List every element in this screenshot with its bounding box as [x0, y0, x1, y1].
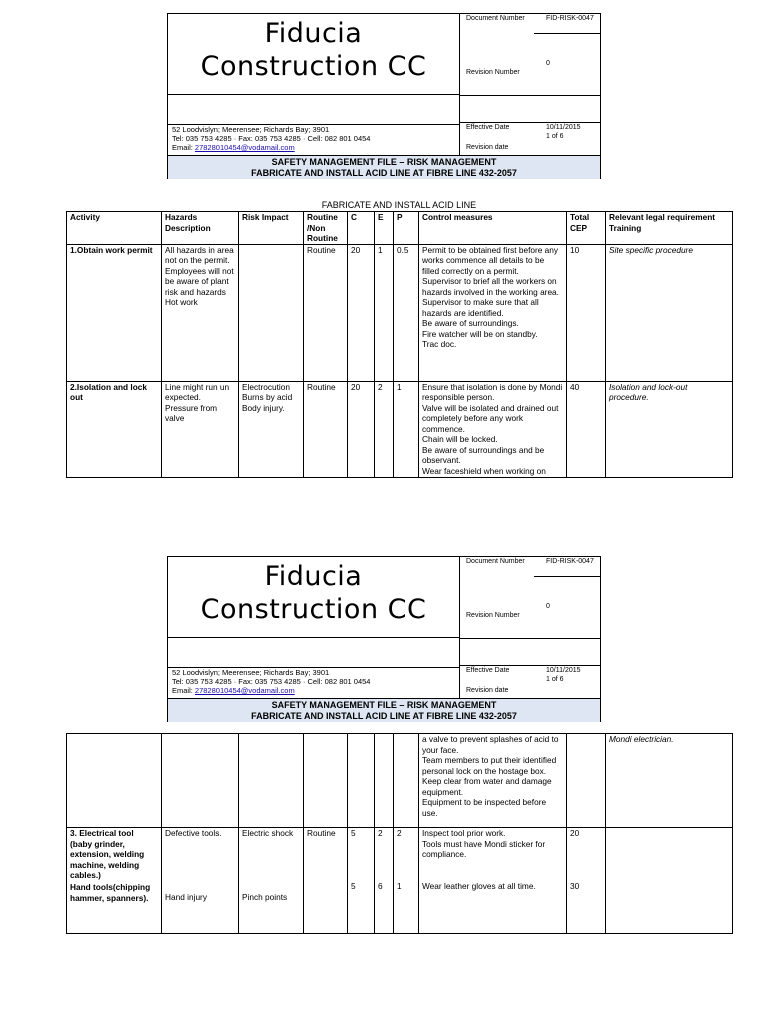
col-activity: Activity [67, 212, 162, 245]
document-header [167, 13, 601, 179]
company-address: 52 Loodvislyn; Meerensee; Richards Bay; 3901 Tel: 035 753 4285 · Fax: 035 753 4285 · Cell: 082 801 0454 Email: 27828010454@vodamail.com [168, 668, 460, 698]
col-cep: Total CEP [567, 212, 606, 245]
company-name: Fiducia Construction CC [168, 14, 460, 95]
col-p: P [394, 212, 419, 245]
document-meta: Document Number FID-RISK-0047 Revision Number 0 Effective Date 10/11/2015 1 of 6 Revision date [460, 14, 600, 155]
table-row: a valve to prevent splashes of acid to your face. Team members to put their identified personal lock on the hostage box. Keep clear from water and damage equipment. Equipment to be inspected before use. Mondi electrician. [67, 734, 733, 828]
page-number: 1 of 6 [546, 676, 564, 683]
risk-table [66, 211, 733, 478]
document-header [167, 556, 601, 722]
doc-number: FID-RISK-0047 [546, 15, 594, 22]
header-blank-cell [168, 95, 460, 125]
effective-date: 10/11/2015 [546, 667, 581, 674]
col-c: C [348, 212, 375, 245]
file-title: SAFETY MANAGEMENT FILE – RISK MANAGEMENT FABRICATE AND INSTALL ACID LINE AT FIBRE LINE 432-2057 [168, 698, 600, 722]
page-number: 1 of 6 [546, 133, 564, 140]
col-hazards: Hazards Description [162, 212, 239, 245]
col-routine: Routine /Non Routine [304, 212, 348, 245]
table-row: 3. Electrical tool (baby grinder, extension, welding machine, welding cables.) Hand tools(chipping hammer, spanners). Defective tools. Hand injury Electric shock Pinch points Routine 5 5 2 6 2 1 Inspect tool prior work. Tools must have Mondi sticker for compliance. Wear leather gloves at all time. 20 30 [67, 828, 733, 934]
document-meta: Document Number FID-RISK-0047 Revision Number 0 Effective Date 10/11/2015 1 of 6 Revision date [460, 557, 600, 698]
table-row: 1.Obtain work permit All hazards in area not on the permit. Employees will not be aware of plant risk and hazards Hot work Routine 20 1 0.5 Permit to be obtained first before any works commence all details to be filled correctly on a permit. Supervisor to brief all the workers on hazards involved in the working area. Supervisor to make sure that all hazards are identified. Be aware of surroundings. Fire watcher will be on standby. Trac doc. 10 Site specific procedure [67, 244, 733, 381]
doc-number: FID-RISK-0047 [546, 558, 594, 565]
company-name: Fiducia Construction CC [168, 557, 460, 638]
table-header-row [67, 212, 733, 245]
revision-number: 0 [546, 60, 550, 67]
col-impact: Risk Impact [239, 212, 304, 245]
header-blank-cell [168, 638, 460, 668]
revision-number: 0 [546, 603, 550, 610]
table-caption: FABRICATE AND INSTALL ACID LINE [321, 200, 477, 210]
col-legal: Relevant legal requirement Training [606, 212, 733, 245]
company-address: 52 Loodvislyn; Meerensee; Richards Bay; 3901 Tel: 035 753 4285 · Fax: 035 753 4285 · Cell: 082 801 0454 Email: 27828010454@vodamail.com [168, 125, 460, 155]
table-row: 2.Isolation and lock out Line might run un expected. Pressure from valve Electrocution Burns by acid Body injury. Routine 20 2 1 Ensure that isolation is done by Mondi responsible person. Valve will be isolated and drained out completely before any work commence. Chain will be locked. Be aware of surroundings and be observant. Wear faceshield when working on 40 Isolation and lock-out procedure. [67, 381, 733, 477]
risk-table-continued [66, 733, 733, 934]
file-title: SAFETY MANAGEMENT FILE – RISK MANAGEMENT FABRICATE AND INSTALL ACID LINE AT FIBRE LINE 432-2057 [168, 155, 600, 179]
email-link[interactable]: 27828010454@vodamail.com [194, 143, 295, 152]
effective-date: 10/11/2015 [546, 124, 581, 131]
col-control: Control measures [419, 212, 567, 245]
email-link[interactable]: 27828010454@vodamail.com [194, 686, 295, 695]
col-e: E [375, 212, 394, 245]
